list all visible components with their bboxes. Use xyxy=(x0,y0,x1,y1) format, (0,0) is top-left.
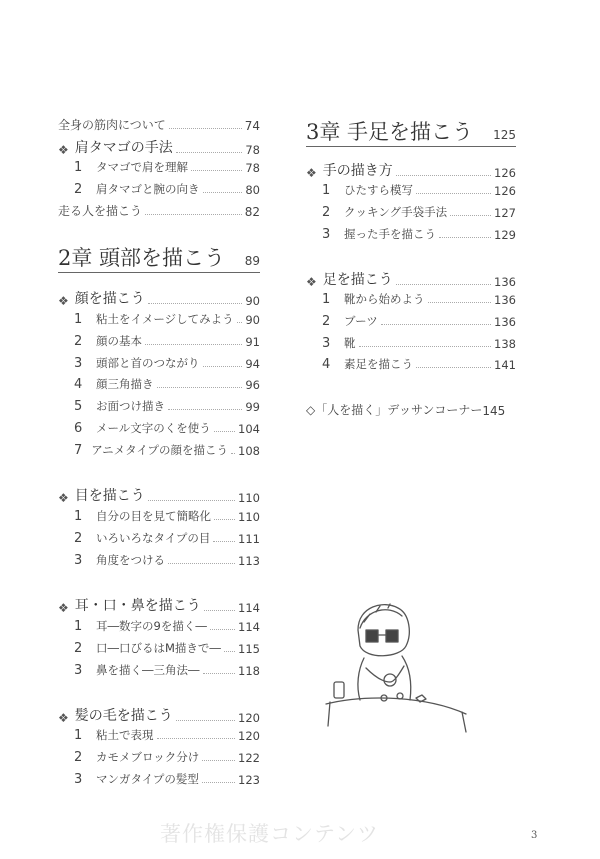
chapter-heading[interactable] xyxy=(306,118,516,147)
toc-entry[interactable]: 4 素足を描こう 141 xyxy=(322,357,516,372)
page-number: 3 xyxy=(531,830,538,841)
four-diamond-icon: ❖ xyxy=(306,166,317,180)
section-page: 78 xyxy=(245,143,260,157)
chapter-title: 3章 手足を描こう xyxy=(306,120,474,144)
four-diamond-icon: ❖ xyxy=(306,275,317,289)
toc-entry[interactable]: 1 靴から始めよう 136 xyxy=(322,292,516,307)
toc-entry[interactable]: 2 顔の基本 91 xyxy=(74,334,260,349)
toc-entry[interactable]: 5 お面つけ描き 99 xyxy=(74,399,260,414)
four-diamond-icon: ❖ xyxy=(58,601,69,615)
four-diamond-icon: ❖ xyxy=(58,711,69,725)
toc-section[interactable]: ❖ 目を描こう 110 xyxy=(58,488,260,505)
toc-entry[interactable]: 2 カモメブロック分け 122 xyxy=(74,750,260,765)
toc-section[interactable]: ❖ 手の描き方 126 xyxy=(306,163,516,180)
toc-entry[interactable]: 6 メール文字のくを使う 104 xyxy=(74,421,260,436)
toc-section[interactable]: ❖ 耳・口・鼻を描こう 114 xyxy=(58,598,260,615)
toc-entry[interactable]: 3 角度をつける 113 xyxy=(74,553,260,568)
toc-entry[interactable]: 走る人を描こう 82 xyxy=(58,204,260,219)
toc-entry[interactable]: 2 いろいろなタイプの目 111 xyxy=(74,531,260,546)
toc-entry[interactable]: 3 靴 138 xyxy=(322,336,516,351)
toc-section[interactable]: ❖ 顔を描こう 90 xyxy=(58,291,260,308)
four-diamond-icon: ❖ xyxy=(58,143,69,157)
toc-section[interactable] xyxy=(58,137,260,157)
toc-entry[interactable]: 3 頭部と首のつながり 94 xyxy=(74,356,260,371)
toc-entry[interactable]: 3 鼻を描く―三角法― 118 xyxy=(74,663,260,678)
toc-entry[interactable]: 1 粘土をイメージしてみよう 90 xyxy=(74,312,260,327)
toc-entry[interactable]: 1 自分の目を見て簡略化 110 xyxy=(74,509,260,524)
toc-entry[interactable]: 3 マンガタイプの髪型 123 xyxy=(74,772,260,787)
toc-entry[interactable] xyxy=(58,116,260,133)
four-diamond-icon: ❖ xyxy=(58,294,69,308)
toc-entry[interactable]: 1 耳―数字の9を描く― 114 xyxy=(74,619,260,634)
toc-entry-dessin[interactable]: ◇「人を描く」デッサンコーナー 145 xyxy=(306,403,506,418)
toc-section[interactable]: ❖ 髪の毛を描こう 120 xyxy=(58,708,260,725)
toc-entry[interactable]: 1 ひたすら模写 126 xyxy=(322,183,516,198)
chapter-page: 89 xyxy=(244,254,260,268)
toc-entry[interactable]: 1 タマゴで肩を理解 78 xyxy=(74,160,260,175)
toc-entry[interactable]: 7 アニメタイプの顔を描こう 108 xyxy=(74,443,260,458)
toc-entry[interactable]: 2 口―口びるはM描きで― 115 xyxy=(74,641,260,656)
entry-page: 74 xyxy=(244,119,260,133)
chapter-heading[interactable] xyxy=(58,244,260,273)
toc-entry[interactable]: 4 顔三角描き 96 xyxy=(74,377,260,392)
section-label: 肩タマゴの手法 xyxy=(74,140,173,156)
chapter-page: 125 xyxy=(493,128,516,142)
toc-entry[interactable]: 2 肩タマゴと腕の向き 80 xyxy=(74,182,260,197)
character-drawing-illustration xyxy=(306,586,476,736)
toc-entry[interactable]: 1 粘土で表現 120 xyxy=(74,728,260,743)
entry-label: 全身の筋肉について xyxy=(58,118,166,132)
toc-section[interactable]: ❖ 足を描こう 136 xyxy=(306,272,516,289)
toc-entry[interactable]: 3 握った手を描こう 129 xyxy=(322,227,516,242)
chapter-title: 2章 頭部を描こう xyxy=(58,246,226,270)
four-diamond-icon: ❖ xyxy=(58,491,69,505)
toc-entry[interactable]: 2 ブーツ 136 xyxy=(322,314,516,329)
toc-entry[interactable]: 2 クッキング手袋手法 127 xyxy=(322,205,516,220)
watermark: 著作権保護コンテンツ xyxy=(160,822,379,846)
